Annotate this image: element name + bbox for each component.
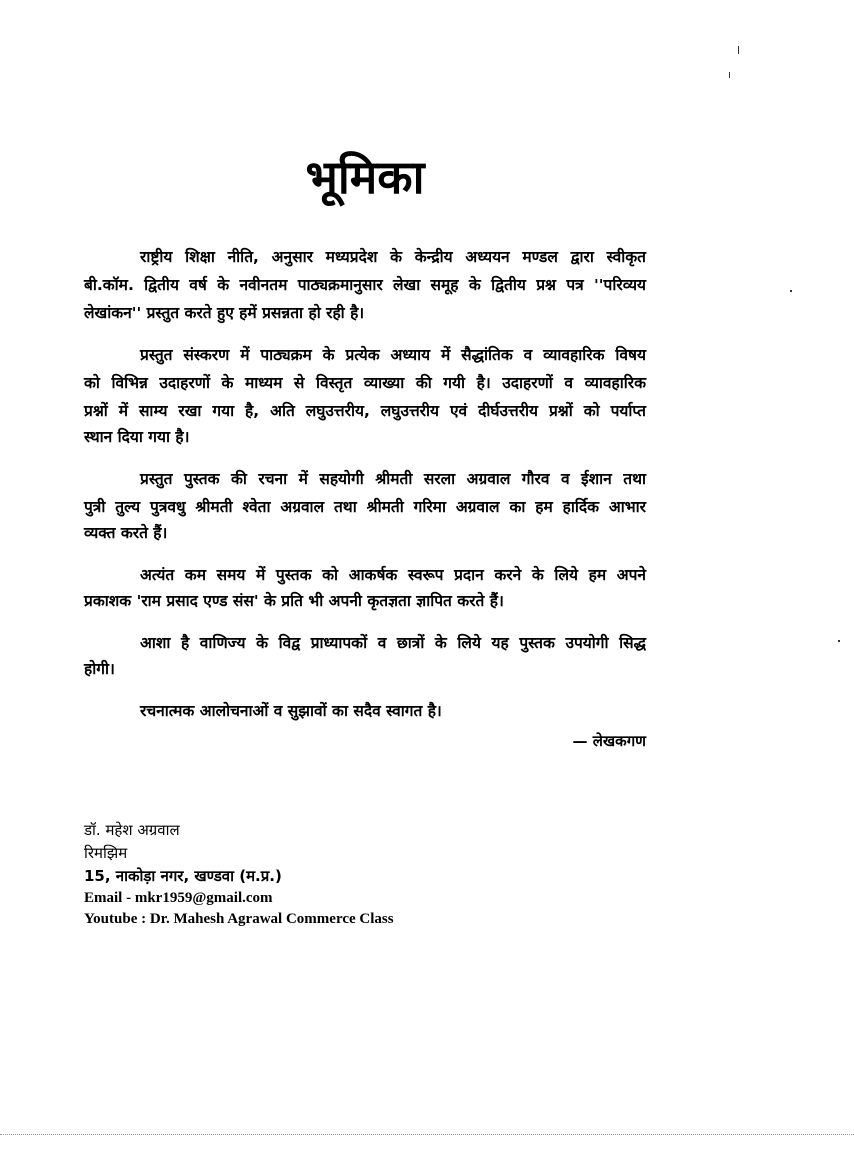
paragraph-line: लेखांकन'' प्रस्तुत करते हुए हमें प्रसन्नता हो रही है। [84,304,365,322]
author-name: डॉ. महेश अग्रवाल [84,821,180,839]
scan-speck [738,46,739,54]
paragraph-line: व्यक्त करते हैं। [84,524,168,542]
scan-edge [0,1134,854,1136]
page-title: भूमिका [305,150,425,204]
paragraph-line: प्रकाशक 'राम प्रसाद एण्ड संस' के प्रति भी अपनी कृतज्ञता ज्ञापित करते हैं। [84,592,504,610]
paragraph-line: प्रस्तुत पुस्तक की रचना में सहयोगी श्रीमती सरला अग्रवाल गौरव व ईशान तथा [140,470,646,488]
paragraph-line: होगी। [84,660,115,678]
paragraph-line: आशा है वाणिज्य के विद्व प्राध्यापकों व छात्रों के लिये यह पुस्तक उपयोगी सिद्ध [140,634,646,652]
signature: — लेखकगण [572,732,646,750]
author-youtube: Youtube : Dr. Mahesh Agrawal Commerce Class [84,911,394,927]
paragraph-line: को विभिन्न उदाहरणों के माध्यम से विस्तृत व्याख्या की गयी है। उदाहरणों व व्यावहारिक [84,374,646,392]
scan-speck [790,290,792,292]
paragraph-line: प्रस्तुत संस्करण में पाठ्यक्रम के प्रत्येक अध्याय में सैद्धांतिक व व्यावहारिक विषय [140,346,646,364]
paragraph-line: प्रश्नों में साम्य रखा गया है, अति लघुउत्तरीय, लघुउत्तरीय एवं दीर्घउत्तरीय प्रश्नों को पर्याप्त [84,402,646,420]
scan-speck [729,72,730,78]
author-email: Email - mkr1959@gmail.com [84,890,273,906]
paragraph-line: रचनात्मक आलोचनाओं व सुझावों का सदैव स्वागत है। [140,702,442,720]
scan-speck [838,640,840,642]
paragraph-line: अत्यंत कम समय में पुस्तक को आकर्षक स्वरूप प्रदान करने के लिये हम अपने [140,566,646,584]
paragraph-line: राष्ट्रीय शिक्षा नीति, अनुसार मध्यप्रदेश के केन्द्रीय अध्ययन मण्डल द्वारा स्वीकृत [140,248,646,266]
paragraph-line: बी.कॉम. द्वितीय वर्ष के नवीनतम पाठ्यक्रमानुसार लेखा समूह के द्वितीय प्रश्न पत्र ''परिव्यय [84,276,646,294]
author-house: रिमझिम [84,844,128,862]
paragraph-line: पुत्री तुल्य पुत्रवधु श्रीमती श्वेता अग्रवाल तथा श्रीमती गरिमा अग्रवाल का हम हार्दिक आभार [84,498,646,516]
paragraph-line: स्थान दिया गया है। [84,428,190,446]
author-street: 15, नाकोड़ा नगर, खण्डवा (म.प्र.) [84,867,282,885]
